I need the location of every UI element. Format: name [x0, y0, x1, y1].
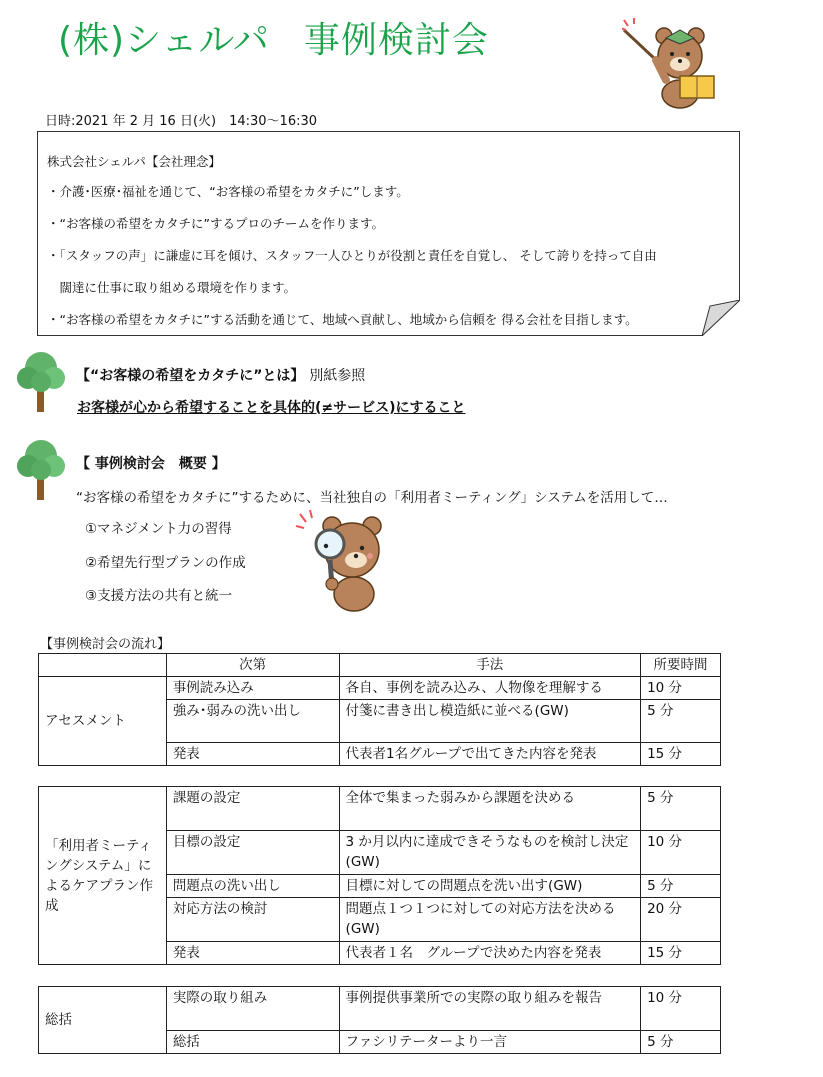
goal-item: ③支援方法の共有と統一 [85, 588, 233, 604]
method-cell: 3 か月以内に達成できそうなものを検討し決定(GW) [339, 831, 641, 875]
time-cell: 5 分 [641, 700, 721, 743]
philosophy-line: ・「スタッフの声」に謙虚に耳を傾け、スタッフ一人ひとりが役割と責任を自覚し、 そして誇りを持って自由 [47, 248, 657, 263]
step-cell: 事例読み込み [166, 677, 339, 700]
time-cell: 5 分 [641, 1031, 721, 1054]
method-cell: 付箋に書き出し模造紙に並べる(GW) [339, 700, 641, 743]
method-cell: 代表者1名グループで出てきた内容を発表 [339, 743, 641, 766]
step-cell: 強み･弱みの洗い出し [166, 700, 339, 743]
time-cell: 15 分 [641, 942, 721, 965]
time-cell: 10 分 [641, 677, 721, 700]
section1-heading: 【“お客様の希望をカタチに”とは】 [76, 368, 305, 384]
philosophy-line: ・“お客様の希望をカタチに”する活動を通じて、地域へ貢献し、地域から信頼を 得る会社を目指します。 [47, 312, 638, 327]
time-cell: 20 分 [641, 898, 721, 942]
time-cell: 5 分 [641, 875, 721, 898]
stage-cell: 「利用者ミーティングシステム」によるケアプラン作成 [39, 787, 167, 965]
method-cell: 事例提供事業所での実際の取り組みを報告 [339, 987, 641, 1031]
step-cell: 課題の設定 [166, 787, 339, 831]
step-cell: 実際の取り組み [166, 987, 339, 1031]
philosophy-box [37, 131, 740, 336]
step-cell: 総括 [166, 1031, 339, 1054]
section1-note: 別紙参照 [309, 368, 366, 384]
section1-title [76, 365, 365, 385]
bear-teacher-icon [622, 18, 718, 110]
philosophy-line: ・“お客様の希望をカタチに”するプロのチームを作ります。 [47, 216, 384, 231]
page-title [58, 12, 489, 63]
philosophy-heading: 株式会社シェルパ【会社理念】 [47, 154, 221, 169]
goal-item: ②希望先行型プランの作成 [85, 555, 246, 571]
step-cell: 発表 [166, 743, 339, 766]
time-cell: 10 分 [641, 831, 721, 875]
step-cell: 対応方法の検討 [166, 898, 339, 942]
header-cell-empty [39, 654, 167, 677]
time-cell: 10 分 [641, 987, 721, 1031]
step-cell: 目標の設定 [166, 831, 339, 875]
time-cell: 5 分 [641, 787, 721, 831]
page-fold-icon [702, 300, 740, 336]
method-cell: ファシリテーターより一言 [339, 1031, 641, 1054]
company-name: (株)シェルパ [58, 20, 270, 61]
section1-subtitle: お客様が心から希望することを具体的(≠サービス)にすること [77, 400, 466, 416]
step-cell: 発表 [166, 942, 339, 965]
method-cell: 代表者１名 グループで決めた内容を発表 [339, 942, 641, 965]
table-row [39, 677, 721, 700]
table-row [39, 987, 721, 1031]
time-cell: 15 分 [641, 743, 721, 766]
tree-icon [16, 348, 66, 414]
event-name: 事例検討会 [303, 20, 489, 61]
bear-magnifier-icon [296, 508, 388, 614]
method-cell: 全体で集まった弱みから課題を決める [339, 787, 641, 831]
header-cell: 次第 [166, 654, 339, 677]
flow-table-summary [38, 986, 721, 1054]
table-header-row [39, 654, 721, 677]
method-cell: 各自、事例を読み込み、人物像を理解する [339, 677, 641, 700]
table-row [39, 787, 721, 831]
flow-table-assessment [38, 653, 721, 766]
goal-item: ①マネジメント力の習得 [85, 521, 232, 537]
method-cell: 問題点１つ１つに対しての対応方法を決める(GW) [339, 898, 641, 942]
stage-cell: 総括 [39, 987, 167, 1054]
section2-intro: “お客様の希望をカタチに”するために、当社独自の「利用者ミーティング」システムを活用して… [76, 490, 668, 506]
header-cell: 手法 [339, 654, 641, 677]
philosophy-line: 闊達に仕事に取り組める環境を作ります。 [47, 280, 297, 295]
stage-cell: アセスメント [39, 677, 167, 766]
flow-label: 【事例検討会の流れ】 [40, 637, 171, 652]
event-datetime: 日時:2021 年 2 月 16 日(火) 14:30〜16:30 [45, 114, 318, 129]
philosophy-line: ・介護･医療･福祉を通じて、“お客様の希望をカタチに”します。 [47, 184, 409, 199]
header-cell: 所要時間 [641, 654, 721, 677]
flow-table-careplan [38, 786, 721, 965]
step-cell: 問題点の洗い出し [166, 875, 339, 898]
section2-title: 【 事例検討会 概要 】 [76, 456, 226, 472]
tree-icon [16, 436, 66, 502]
method-cell: 目標に対しての問題点を洗い出す(GW) [339, 875, 641, 898]
